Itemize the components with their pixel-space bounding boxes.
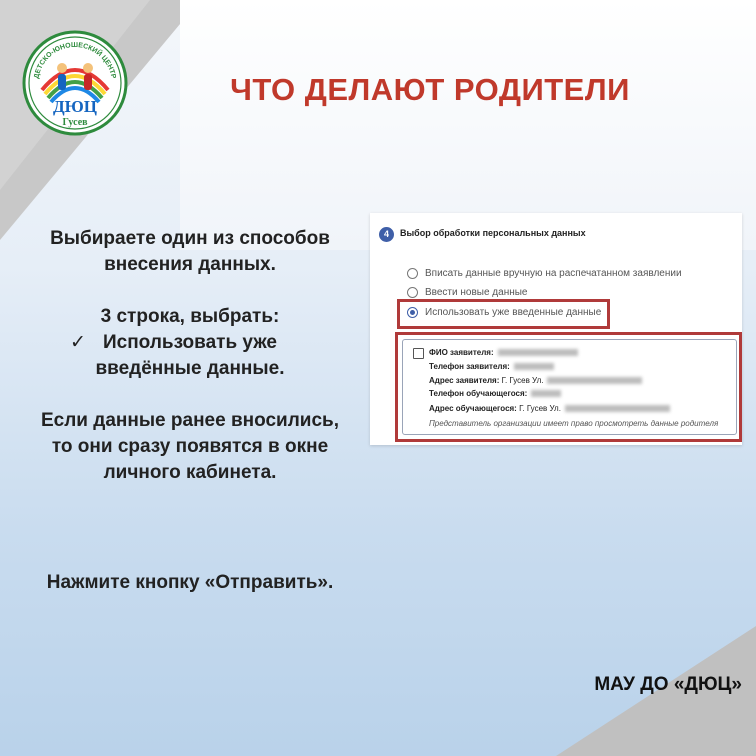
org-name: МАУ ДО «ДЮЦ» xyxy=(594,674,742,695)
radio-option-existing[interactable]: Использовать уже введенные данные xyxy=(407,307,601,318)
field-phone-applicant: Телефон заявителя: xyxy=(429,362,554,371)
highlight-frame xyxy=(395,332,742,442)
radio-option-manual[interactable]: Вписать данные вручную на распечатанном заявлении xyxy=(407,268,682,279)
field-address-student: Адрес обучающегося: Г. Гусев Ул. xyxy=(429,404,670,413)
instruction-line: то они сразу появятся в окне xyxy=(51,436,329,457)
instruction-line: Если данные ранее вносились, xyxy=(40,410,340,431)
instruction-line: введённые данные. xyxy=(95,358,285,379)
field-phone-student: Телефон обучающегося: xyxy=(429,389,561,398)
radio-icon[interactable] xyxy=(407,268,418,279)
step-title: Выбор обработки персональных данных xyxy=(400,228,586,238)
instruction-line: личного кабинета. xyxy=(103,462,277,483)
svg-text:Гусев: Гусев xyxy=(62,117,88,128)
instructions-block xyxy=(20,226,360,486)
instruction-line: Выбираете один из способов xyxy=(50,228,330,249)
instruction-line: внесения данных. xyxy=(104,254,276,275)
highlight-frame xyxy=(397,299,610,329)
logo xyxy=(22,30,128,136)
submit-instruction: Нажмите кнопку «Отправить». xyxy=(46,572,334,593)
instruction-check-line xyxy=(20,330,360,356)
svg-text:ДЮЦ: ДЮЦ xyxy=(52,97,98,116)
radio-icon[interactable] xyxy=(407,287,418,298)
radio-option-new[interactable]: Ввести новые данные xyxy=(407,287,528,298)
page-title: ЧТО ДЕЛАЮТ РОДИТЕЛИ xyxy=(230,72,630,107)
instruction-line: 3 строка, выбрать: xyxy=(100,306,280,327)
privacy-note: Представитель организации имеет право просмотреть данные родителя xyxy=(429,419,719,428)
step-badge: 4 xyxy=(379,227,394,242)
field-address-applicant: Адрес заявителя: Г. Гусев Ул. xyxy=(429,376,642,385)
form-screenshot xyxy=(370,213,742,445)
checkmark-icon: ✓ xyxy=(70,332,86,353)
logo-arc-text: ДЕТСКО-ЮНОШЕСКИЙ ЦЕНТР xyxy=(33,41,117,80)
instruction-line: Использовать уже xyxy=(102,332,277,353)
field-fio: ФИО заявителя: xyxy=(429,348,578,357)
